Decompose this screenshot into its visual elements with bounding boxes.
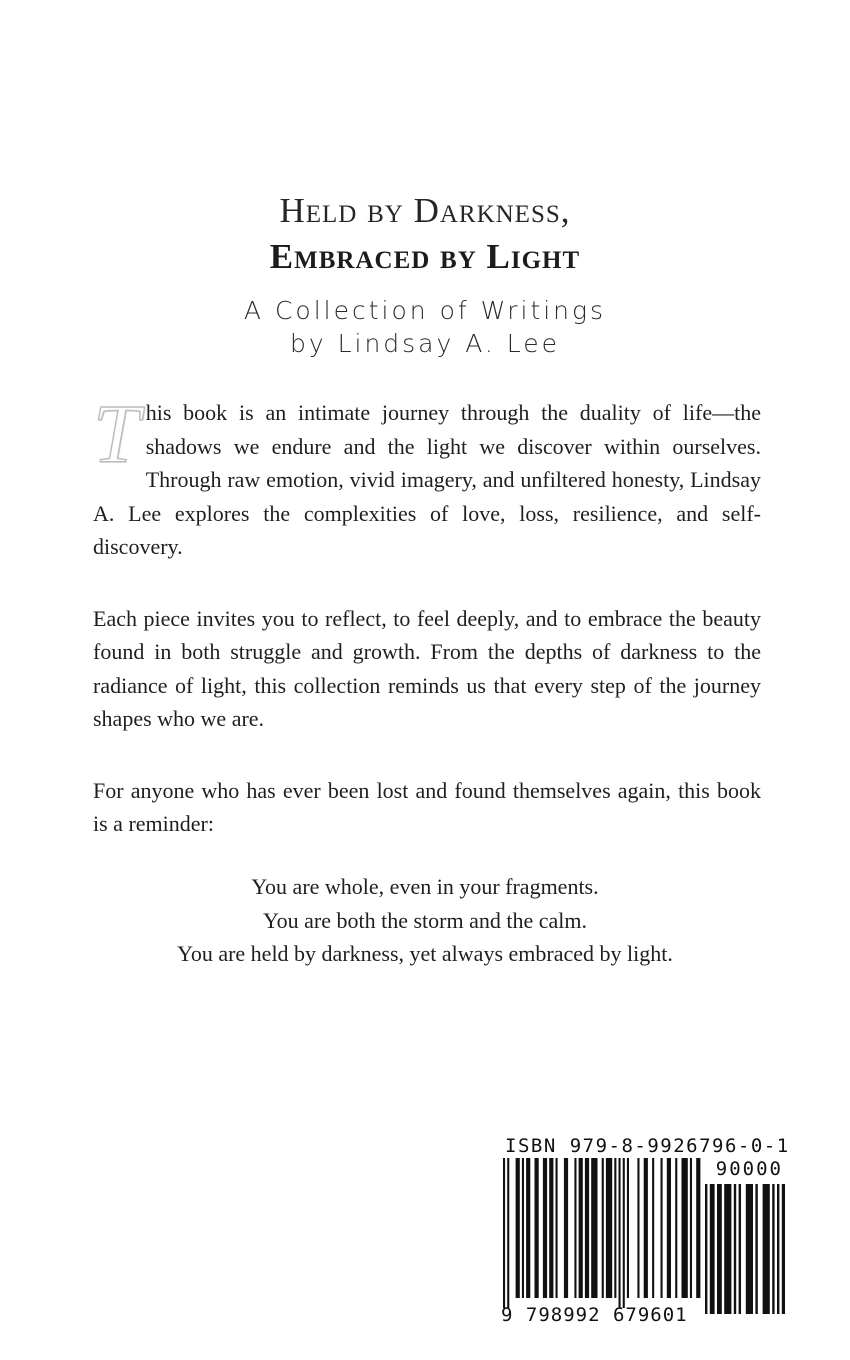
addon-bars-icon [705, 1184, 785, 1324]
ean13-bars-icon [503, 1158, 701, 1308]
book-title-line-2: Embraced by Light [269, 237, 581, 276]
author-byline: by Lindsay A. Lee [289, 329, 561, 358]
price-code: 90000 [715, 1158, 783, 1180]
verse-line-2: You are both the storm and the calm. [262, 907, 588, 933]
subtitle-line-1: A Collection of Writings [243, 296, 607, 325]
drop-cap: T [93, 388, 140, 481]
ean-digits: 9 798992 679601 [501, 1304, 688, 1326]
title-block [0, 188, 850, 360]
isbn-barcode [495, 1128, 793, 1328]
blurb-paragraph-1 [93, 388, 761, 564]
blurb-paragraph-1-text: his book is an intimate journey through the duality of life—the shadows we endure and the light we discover within ourselves. Through raw emotion, vivid imagery, and unfiltered honesty, Lindsay A. Lee explores the complexities of love, loss, resilience, and self-discovery. [93, 400, 761, 559]
blurb-paragraph-3: For anyone who has ever been lost and found themselves again, this book is a reminder: [93, 777, 761, 836]
isbn-label: ISBN 979-8-9926796-0-1 [505, 1135, 790, 1157]
book-title-line-1: Held by Darkness, [279, 191, 571, 230]
verse-line-1: You are whole, even in your fragments. [251, 874, 599, 899]
verse-line-3: You are held by darkness, yet always embraced by light. [177, 941, 673, 966]
blurb [93, 388, 761, 879]
closing-verse [0, 870, 850, 971]
blurb-paragraph-2: Each piece invites you to reflect, to feel deeply, and to embrace the beauty found in both struggle and growth. From the depths of darkness to the radiance of light, this collection reminds us that every step of the journey shapes who we are. [93, 605, 761, 731]
